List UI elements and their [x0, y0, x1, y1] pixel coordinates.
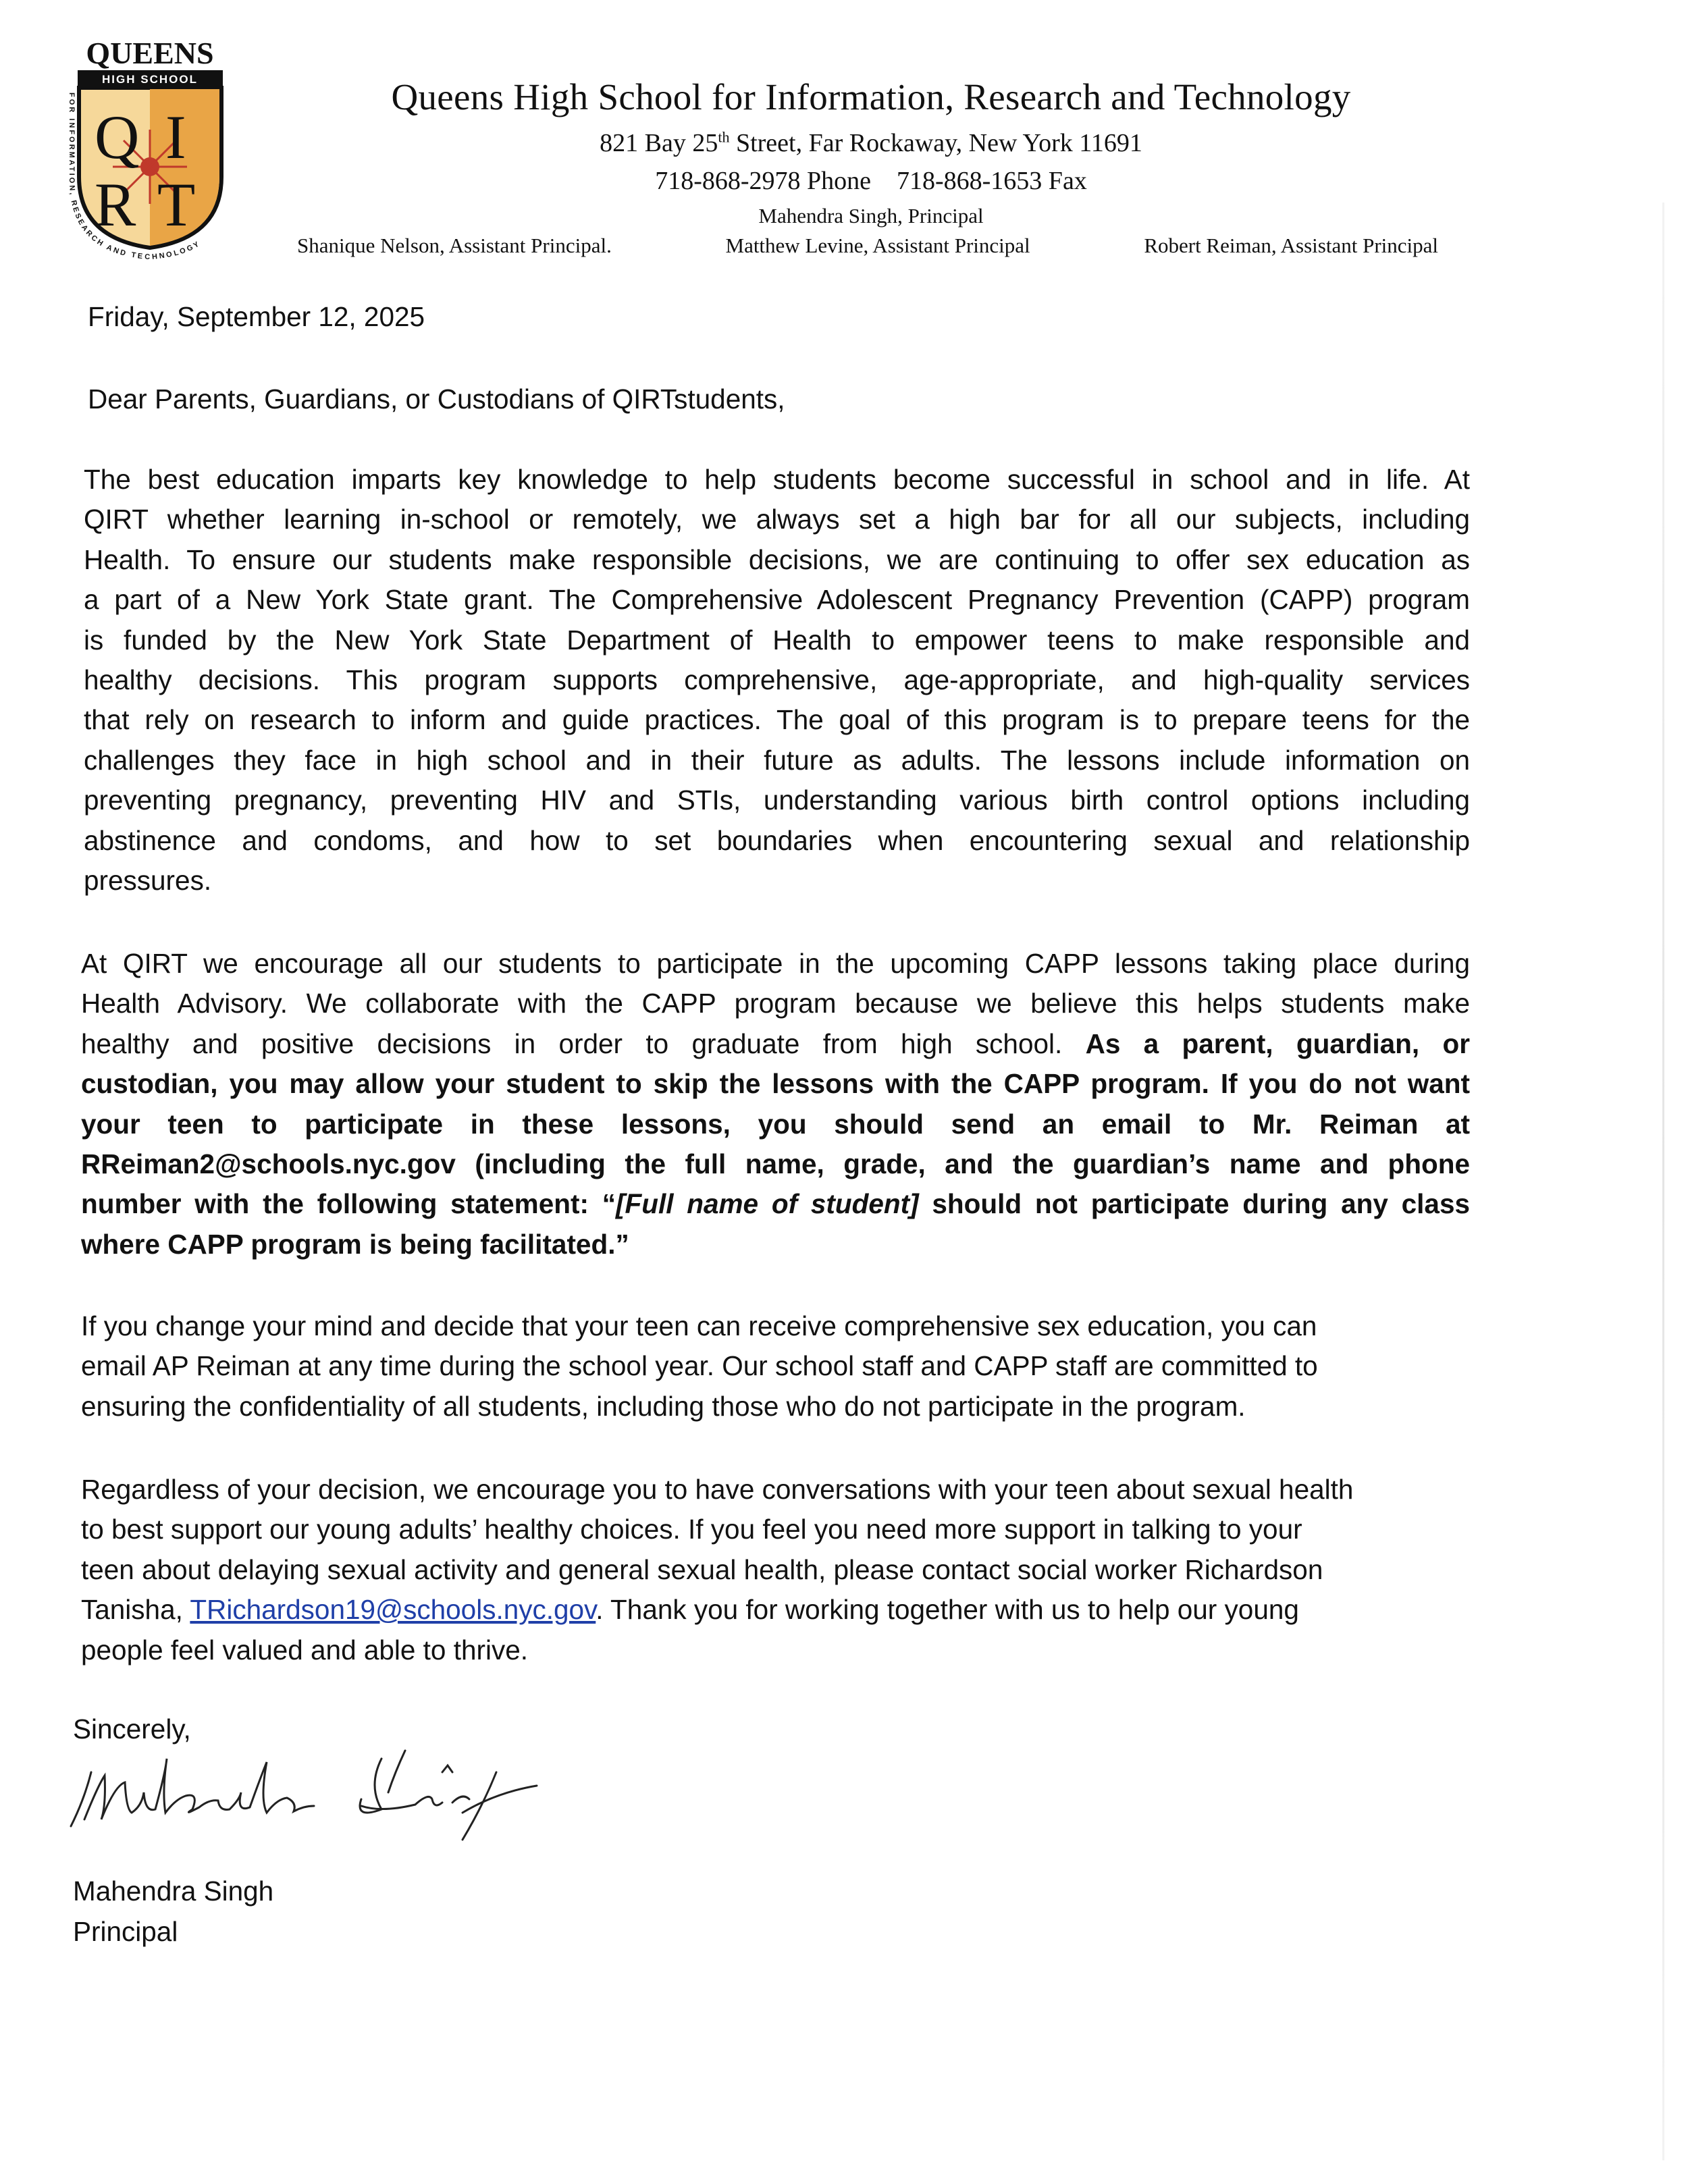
text-line — [81, 1630, 1470, 1670]
text-line — [81, 1590, 1470, 1630]
fax-number: 718-868-1653 Fax — [897, 167, 1087, 195]
text-segment: challenges they face in high school and in their future as adults. The lessons include information on — [84, 744, 1470, 776]
text-line — [81, 984, 1470, 1023]
paragraph-change-mind — [81, 1306, 1470, 1427]
email-link[interactable]: TRichardson19@schools.nyc.gov — [190, 1594, 596, 1626]
text-segment: As a parent, guardian, or — [1085, 1028, 1470, 1059]
text-line — [84, 620, 1470, 660]
text-segment: should not participate during any class — [918, 1188, 1470, 1220]
text-segment: is funded by the New York State Department of Health to empower teens to make responsible and — [84, 624, 1470, 656]
text-segment: The best education imparts key knowledge to help students become successful in school and in life. At — [84, 464, 1470, 495]
text-line — [84, 660, 1470, 700]
text-line — [84, 861, 1470, 901]
assistant-principal: Matthew Levine, Assistant Principal — [725, 234, 1030, 257]
text-line — [81, 944, 1470, 984]
text-segment: healthy decisions. This program supports comprehensive, age-appropriate, and high-quality services — [84, 664, 1470, 695]
logo-letter-r: R — [95, 170, 136, 239]
logo-letter-t: T — [157, 170, 196, 239]
text-segment: healthy and positive decisions in order to graduate from high school. — [81, 1028, 1086, 1059]
text-segment: a part of a New York State grant. The Comprehensive Adolescent Pregnancy Prevention (CAPP) program — [84, 584, 1470, 616]
text-line — [84, 540, 1470, 580]
text-line — [81, 1470, 1470, 1510]
school-name: Queens High School for Information, Research and Technology — [391, 76, 1351, 117]
logo-top-text: QUEENS — [86, 36, 214, 70]
text-line — [81, 1064, 1470, 1104]
logo-ring-text: FOR INFORMATION, RESEARCH AND TECHNOLOGY — [67, 92, 203, 261]
text-line — [84, 780, 1470, 820]
text-line — [81, 1104, 1470, 1144]
text-segment: ensuring the confidentiality of all students, including those who do not participate in the program. — [81, 1390, 1246, 1422]
text-line — [81, 1510, 1470, 1549]
letter-greeting: Dear Parents, Guardians, or Custodians of QIRTstudents, — [88, 383, 785, 415]
text-segment: QIRT whether learning in-school or remotely, we always set a high bar for all our subjects, including — [84, 504, 1470, 535]
logo-letter-q: Q — [95, 103, 140, 171]
address-part: 821 Bay 25 — [600, 129, 718, 157]
text-segment: Regardless of your decision, we encourage you to have conversations with your teen about sexual health — [81, 1474, 1354, 1505]
text-line — [84, 500, 1470, 539]
text-segment: At QIRT we encourage all our students to participate in the upcoming CAPP lessons taking place during — [81, 948, 1470, 979]
text-line — [81, 1550, 1470, 1590]
text-segment: abstinence and condoms, and how to set boundaries when encountering sexual and relationship — [84, 824, 1470, 856]
text-segment: [Full name of student] — [615, 1188, 919, 1220]
text-line — [81, 1184, 1470, 1224]
text-segment: people feel valued and able to thrive. — [81, 1634, 528, 1666]
text-line — [84, 460, 1470, 500]
paragraph-program-overview — [84, 460, 1470, 901]
text-segment: teen about delaying sexual activity and general sexual health, please contact social worker Richardson — [81, 1553, 1323, 1585]
text-line — [81, 1144, 1470, 1184]
letter-closing: Sincerely, — [73, 1713, 191, 1744]
text-line — [84, 741, 1470, 780]
text-line — [81, 1387, 1470, 1427]
text-segment: number with the following statement: “ — [81, 1188, 616, 1220]
phone-number: 718-868-2978 Phone — [655, 167, 871, 195]
school-address — [270, 128, 1472, 158]
text-line — [81, 1024, 1470, 1064]
school-logo — [64, 35, 236, 261]
assistant-principal: Robert Reiman, Assistant Principal — [1144, 234, 1438, 257]
text-segment: that rely on research to inform and guide practices. The goal of this program is to prepare teens for the — [84, 704, 1470, 736]
text-segment: . Thank you for working together with us to help our young — [596, 1594, 1299, 1626]
text-segment: If you change your mind and decide that your teen can receive comprehensive sex education, you can — [81, 1310, 1317, 1341]
scan-edge — [1662, 203, 1664, 2160]
text-line — [84, 821, 1470, 861]
signature — [64, 1745, 550, 1846]
paragraph-support — [81, 1470, 1470, 1670]
address-part: Street, Far Rockaway, New York 11691 — [729, 129, 1142, 157]
text-segment: Health. To ensure our students make responsible decisions, we are continuing to offer sex education as — [84, 543, 1470, 575]
text-segment: pressures. — [84, 864, 212, 896]
text-line — [81, 1306, 1470, 1346]
logo-letter-i: I — [165, 103, 186, 171]
contact-numbers — [270, 166, 1472, 196]
text-line — [81, 1225, 1470, 1264]
text-segment: Health Advisory. We collaborate with the CAPP program because we believe this helps students make — [81, 988, 1470, 1019]
letter-date: Friday, September 12, 2025 — [88, 301, 425, 332]
logo-band-text: HIGH SCHOOL — [102, 73, 198, 86]
text-segment: RReiman2@schools.nyc.gov (including the full name, grade, and the guardian’s name and phone — [81, 1148, 1470, 1179]
text-segment: preventing pregnancy, preventing HIV and STIs, understanding various birth control options including — [84, 784, 1470, 816]
assistant-principals — [297, 234, 1438, 258]
paragraph-opt-out — [81, 944, 1470, 1264]
signer-name: Mahendra Singh — [73, 1875, 274, 1907]
text-segment: email AP Reiman at any time during the school year. Our school staff and CAPP staff are committed to — [81, 1350, 1318, 1382]
signer-title: Principal — [73, 1916, 178, 1947]
assistant-principal: Shanique Nelson, Assistant Principal. — [297, 234, 612, 257]
text-segment: Tanisha, — [81, 1594, 190, 1626]
text-segment: custodian, you may allow your student to skip the lessons with the CAPP program. If you do not want — [81, 1068, 1470, 1100]
text-line — [81, 1346, 1470, 1386]
text-segment: where CAPP program is being facilitated.” — [81, 1228, 629, 1260]
text-line — [84, 580, 1470, 620]
text-segment: to best support our young adults’ healthy choices. If you feel you need more support in talking to your — [81, 1514, 1302, 1545]
text-segment: your teen to participate in these lessons, you should send an email to Mr. Reiman at — [81, 1108, 1470, 1140]
address-suffix: th — [718, 128, 730, 146]
text-line — [84, 700, 1470, 740]
principal-line: Mahendra Singh, Principal — [758, 204, 984, 228]
